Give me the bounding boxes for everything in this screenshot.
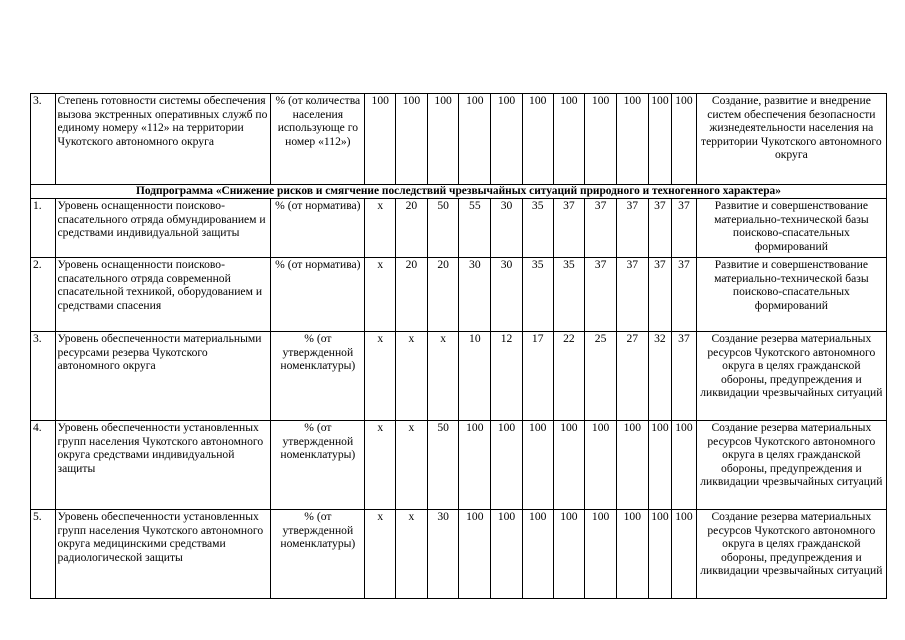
indicator-value: 25 bbox=[585, 332, 617, 421]
indicator-value: 100 bbox=[553, 510, 585, 599]
indicator-value: 100 bbox=[672, 421, 697, 510]
indicator-name: Уровень обеспеченности материальными ресурсами резерва Чукотского автономного округа bbox=[55, 332, 271, 421]
indicator-value: 100 bbox=[648, 421, 672, 510]
indicator-value: 55 bbox=[459, 199, 491, 258]
indicator-value: 100 bbox=[585, 94, 617, 185]
indicator-value: х bbox=[396, 332, 428, 421]
unit-of-measure: % (от норматива) bbox=[271, 199, 365, 258]
unit-of-measure: % (от утвержденной номенклатуры) bbox=[271, 421, 365, 510]
indicator-value: 17 bbox=[522, 332, 553, 421]
table-row bbox=[31, 421, 887, 510]
indicator-value: 32 bbox=[648, 332, 672, 421]
indicator-value: 100 bbox=[616, 94, 648, 185]
expected-result: Создание резерва материальных ресурсов Чукотского автономного округа в целях гражданской обороны, предупреждения и ликвидации чрезвычайных ситуаций bbox=[696, 421, 886, 510]
row-number: 2. bbox=[31, 258, 56, 332]
indicator-name: Уровень обеспеченности установленных групп населения Чукотского автономного округа медицинскими средствами радиологической защиты bbox=[55, 510, 271, 599]
expected-result: Создание резерва материальных ресурсов Чукотского автономного округа в целях гражданской обороны, предупреждения и ликвидации чрезвычайных ситуаций bbox=[696, 510, 886, 599]
indicator-value: х bbox=[396, 421, 428, 510]
indicator-value: 100 bbox=[553, 94, 585, 185]
indicator-value: 10 bbox=[459, 332, 491, 421]
table-row bbox=[31, 510, 887, 599]
indicator-value: 35 bbox=[553, 258, 585, 332]
indicator-value: х bbox=[427, 332, 459, 421]
indicator-value: 35 bbox=[522, 199, 553, 258]
expected-result: Развитие и совершенствование материально-технической базы поисково-спасательных формирований bbox=[696, 258, 886, 332]
table-row bbox=[31, 94, 887, 185]
indicator-value: 100 bbox=[616, 510, 648, 599]
row-number: 5. bbox=[31, 510, 56, 599]
indicator-value: 35 bbox=[522, 258, 553, 332]
indicator-value: 50 bbox=[427, 199, 459, 258]
indicator-value: 20 bbox=[396, 199, 428, 258]
indicator-value: 100 bbox=[459, 94, 491, 185]
indicator-value: х bbox=[396, 510, 428, 599]
indicator-value: 30 bbox=[459, 258, 491, 332]
indicator-name: Уровень оснащенности поисково-спасательного отряда современной спасательной техникой, оборудованием и средствами спасения bbox=[55, 258, 271, 332]
unit-of-measure: % (от количества населения использующе го номер «112») bbox=[271, 94, 365, 185]
table-row bbox=[31, 199, 887, 258]
indicator-value: 37 bbox=[616, 199, 648, 258]
indicator-name: Уровень обеспеченности установленных групп населения Чукотского автономного округа средствами индивидуальной защиты bbox=[55, 421, 271, 510]
indicator-value: 37 bbox=[616, 258, 648, 332]
indicator-value: 20 bbox=[396, 258, 428, 332]
row-number: 4. bbox=[31, 421, 56, 510]
indicator-value: 37 bbox=[672, 332, 697, 421]
indicator-value: 37 bbox=[585, 199, 617, 258]
row-number: 1. bbox=[31, 199, 56, 258]
indicator-value: 100 bbox=[459, 421, 491, 510]
indicator-value: 100 bbox=[672, 94, 697, 185]
indicator-value: 100 bbox=[648, 510, 672, 599]
row-number: 3. bbox=[31, 332, 56, 421]
indicator-value: 50 bbox=[427, 421, 459, 510]
subprogram-row bbox=[31, 185, 887, 199]
indicator-value: 37 bbox=[585, 258, 617, 332]
indicator-value: 30 bbox=[427, 510, 459, 599]
expected-result: Развитие и совершенствование материально-технической базы поисково-спасательных формирований bbox=[696, 199, 886, 258]
indicator-value: 100 bbox=[522, 421, 553, 510]
table-body bbox=[31, 94, 887, 599]
indicator-value: 22 bbox=[553, 332, 585, 421]
indicator-name: Уровень оснащенности поисково-спасательного отряда обмундированием и средствами индивидуальной защиты bbox=[55, 199, 271, 258]
indicator-value: 30 bbox=[491, 199, 523, 258]
indicator-value: 100 bbox=[522, 510, 553, 599]
indicator-value: 100 bbox=[672, 510, 697, 599]
indicator-value: 12 bbox=[491, 332, 523, 421]
indicator-value: 100 bbox=[585, 421, 617, 510]
expected-result: Создание резерва материальных ресурсов Чукотского автономного округа в целях гражданской обороны, предупреждения и ликвидации чрезвычайных ситуаций bbox=[696, 332, 886, 421]
indicators-table bbox=[30, 93, 887, 599]
indicator-value: 100 bbox=[616, 421, 648, 510]
indicator-value: 30 bbox=[491, 258, 523, 332]
indicator-value: х bbox=[365, 258, 396, 332]
subprogram-title: Подпрограмма «Снижение рисков и смягчение последствий чрезвычайных ситуаций природного и техногенного характера» bbox=[31, 185, 887, 199]
indicator-value: 100 bbox=[522, 94, 553, 185]
indicator-value: 27 bbox=[616, 332, 648, 421]
row-number: 3. bbox=[31, 94, 56, 185]
indicator-value: 100 bbox=[365, 94, 396, 185]
indicator-value: х bbox=[365, 510, 396, 599]
table-row bbox=[31, 332, 887, 421]
indicator-value: 37 bbox=[672, 199, 697, 258]
unit-of-measure: % (от утвержденной номенклатуры) bbox=[271, 332, 365, 421]
indicator-value: 100 bbox=[648, 94, 672, 185]
indicator-value: 37 bbox=[648, 199, 672, 258]
indicator-value: 100 bbox=[585, 510, 617, 599]
indicator-value: 100 bbox=[427, 94, 459, 185]
indicator-value: 37 bbox=[553, 199, 585, 258]
indicator-value: х bbox=[365, 332, 396, 421]
indicator-value: х bbox=[365, 199, 396, 258]
indicator-value: 100 bbox=[491, 421, 523, 510]
unit-of-measure: % (от утвержденной номенклатуры) bbox=[271, 510, 365, 599]
indicator-value: 37 bbox=[672, 258, 697, 332]
indicator-value: 100 bbox=[396, 94, 428, 185]
indicator-value: 100 bbox=[459, 510, 491, 599]
unit-of-measure: % (от норматива) bbox=[271, 258, 365, 332]
table-row bbox=[31, 258, 887, 332]
indicator-value: 37 bbox=[648, 258, 672, 332]
indicator-value: 20 bbox=[427, 258, 459, 332]
indicator-value: 100 bbox=[491, 510, 523, 599]
indicator-value: х bbox=[365, 421, 396, 510]
indicator-name: Степень готовности системы обеспечения вызова экстренных оперативных служб по единому номеру «112» на территории Чукотского автономного округа bbox=[55, 94, 271, 185]
expected-result: Создание, развитие и внедрение систем обеспечения безопасности жизнедеятельности населения на территории Чукотского автономного округа bbox=[696, 94, 886, 185]
indicator-value: 100 bbox=[491, 94, 523, 185]
indicator-value: 100 bbox=[553, 421, 585, 510]
